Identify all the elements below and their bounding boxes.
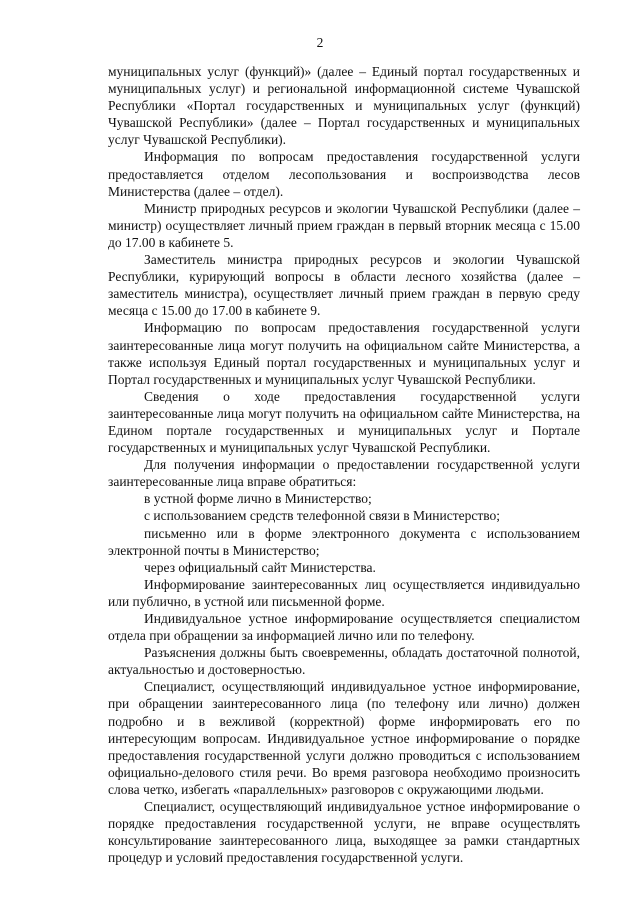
paragraph: Заместитель министра природных ресурсов и экологии Чувашской Республики, курирующий вопросы в области лесного хозяйства (далее – заместитель министра), осуществляет личный прием граждан в первую среду месяца с 15.00 до 17.00 в кабинете 9. xyxy=(108,252,580,319)
paragraph: Специалист, осуществляющий индивидуальное устное информирование о порядке предоставления государственной услуги, не вправе осуществлять консультирование заинтересованного лица, выходящее за рамки стандартных процедур и условий предоставления государственной услуги. xyxy=(108,799,580,866)
list-item: через официальный сайт Министерства. xyxy=(144,559,376,575)
paragraph: муниципальных услуг (функций)» (далее – Единый портал государственных и муниципальных услуг) и региональной информационной системе Чувашской Республики «Портал государственных и муниципальных услуг (функций) Чувашской Республики» (далее – Портал государственных и муниципальных услуг Чувашской Республики). xyxy=(108,64,580,148)
list-item: с использованием средств телефонной связи в Министерство; xyxy=(144,508,501,524)
paragraph: Индивидуальное устное информирование осуществляется специалистом отдела при обращении за информацией лично или по телефону. xyxy=(108,611,580,644)
list-item: в устной форме лично в Министерство; xyxy=(144,491,372,507)
paragraph: Министр природных ресурсов и экологии Чувашской Республики (далее – министр) осуществляет личный прием граждан в первый вторник месяца с 15.00 до 17.00 в кабинете 5. xyxy=(108,200,580,250)
paragraph: Для получения информации о предоставлении государственной услуги заинтересованные лица вправе обратиться: xyxy=(108,457,580,490)
list-item: письменно или в форме электронного документа с использованием электронной почты в Министерство; xyxy=(108,525,580,558)
paragraph: Сведения о ходе предоставления государственной услуги заинтересованные лица могут получить на официальном сайте Министерства, на Едином портале государственных и муниципальных услуг и Портале государственных и муниципальных услуг Чувашской Республики. xyxy=(108,388,580,456)
paragraph: Информация по вопросам предоставления государственной услуги предоставляется отделом лесопользования и воспроизводства лесов Министерства (далее – отдел). xyxy=(108,149,580,199)
paragraph: Разъяснения должны быть своевременны, обладать достаточной полнотой, актуальностью и достоверностью. xyxy=(108,645,580,678)
document-body xyxy=(108,63,580,866)
paragraph: Информацию по вопросам предоставления государственной услуги заинтересованные лица могут получить на официальном сайте Министерства, а также используя Единый портал государственных и муниципальных услуг и Портал государственных и муниципальных услуг Чувашской Республики. xyxy=(108,320,580,387)
paragraph: Информирование заинтересованных лиц осуществляется индивидуально или публично, в устной или письменной форме. xyxy=(108,576,580,609)
page-number: 2 xyxy=(316,35,324,50)
paragraph: Специалист, осуществляющий индивидуальное устное информирование, при обращении заинтересованного лица (по телефону или лично) должен подробно и в вежливой (корректной) форме информировать его по интересующим вопросам. Индивидуальное устное информирование о порядке предоставления государственной услуги должно проводиться с использованием официально-делового стиля речи. Во время разговора необходимо произносить слова четко, избегать «параллельных» разговоров с окружающими людьми. xyxy=(108,679,580,797)
